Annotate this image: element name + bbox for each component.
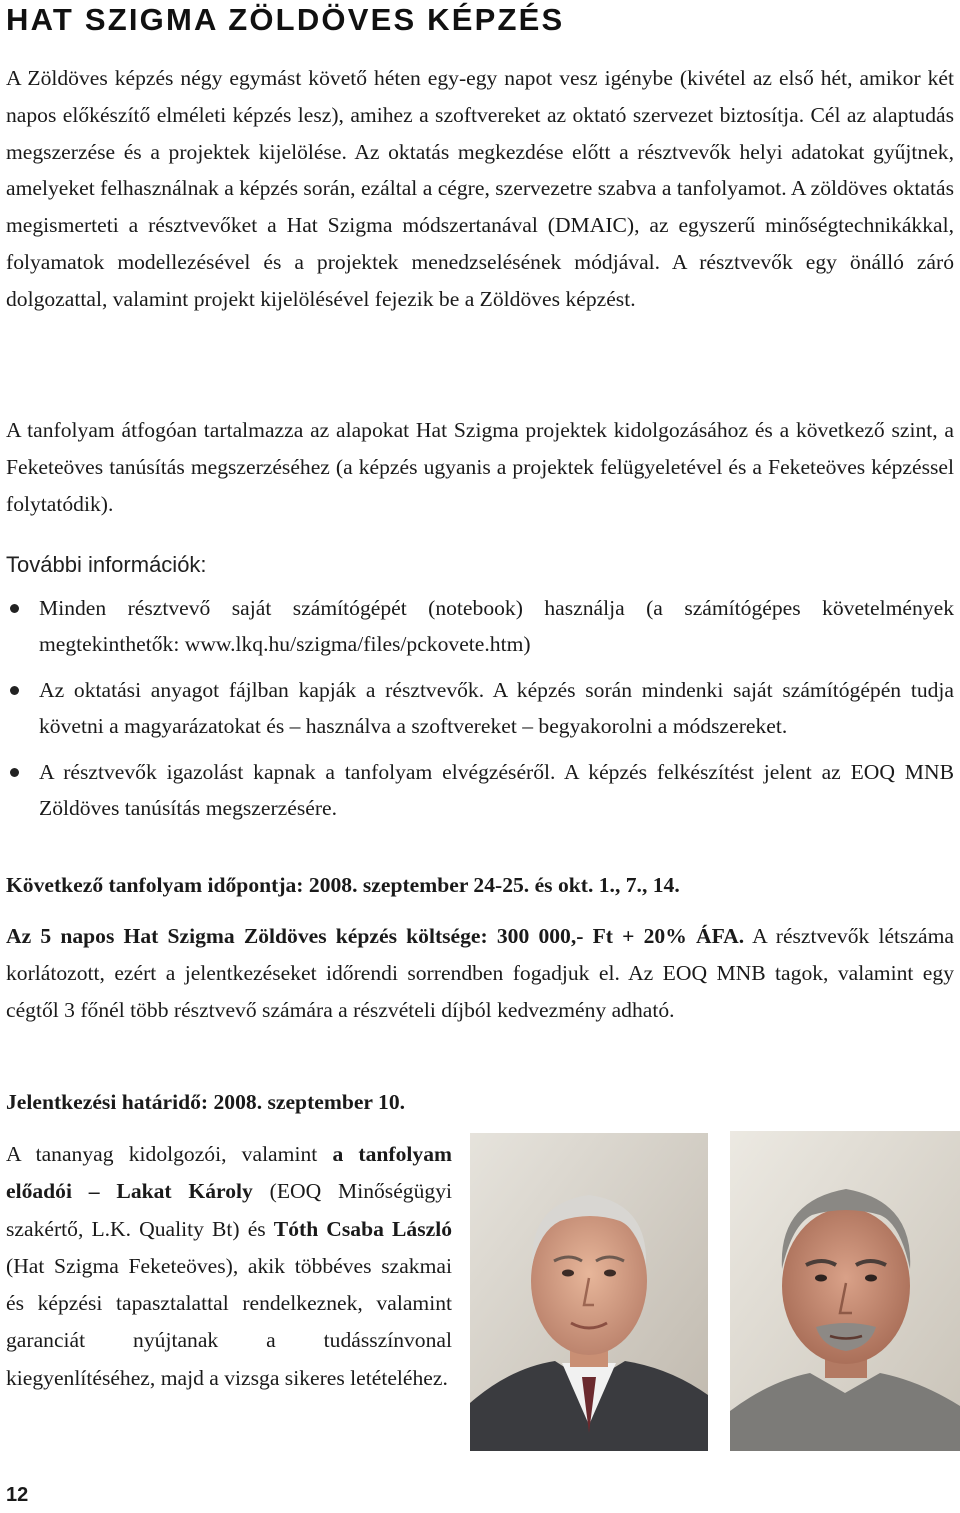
cost-details: A résztvevők létszáma korlátozott, ezért a jelentkezéseket időrendi sorrendben fogadjuk el. Az EOQ MNB tagok, valamint egy cégtől 3 főnél több résztvevő számára a részvételi díjból kedvezmény adható.	[6, 924, 954, 1022]
bullet-text: A résztvevők igazolást kapnak a tanfolyam elvégzéséről. A képzés felkészítést jelent az EOQ MNB Zöldöves tanúsítás megszerzésére.	[39, 760, 954, 820]
cost-highlight: Az 5 napos Hat Szigma Zöldöves képzés költsége: 300 000,- Ft + 20% ÁFA.	[6, 924, 745, 948]
info-bullet-list	[0, 590, 960, 836]
application-deadline: Jelentkezési határidő: 2008. szeptember 10.	[6, 1090, 406, 1114]
instructors-paragraph	[6, 1136, 452, 1397]
bullet-icon	[10, 686, 19, 695]
bullet-icon	[10, 768, 19, 777]
instructor-1-name: a tanfolyam előadói – Lakat Károly	[6, 1142, 452, 1204]
cost-paragraph	[6, 918, 954, 1028]
instructor-1-credentials: (EOQ Minőségügyi szakértő, L.K. Quality Bt) és	[6, 1179, 452, 1241]
page-title: HAT SZIGMA ZÖLDÖVES KÉPZÉS	[6, 2, 565, 37]
bullet-text: Az oktatási anyagot fájlban kapják a résztvevők. A képzés során mindenki saját számítógépén tudja követni a magyarázatokat és – használva a szoftvereket – begyakorolni a módszereket.	[39, 678, 954, 738]
instructor-2-name: Tóth Csaba László	[273, 1216, 452, 1241]
page-number: 12	[6, 1484, 29, 1506]
instructors-tail: (Hat Szigma Feketeöves), akik többéves szakmai és képzési tapasztalattal rendelkeznek, valamint garanciát nyújtanak a tudásszínvonal kiegyenlítéséhez, majd a vizsga sikeres letételéhez.	[6, 1253, 452, 1390]
intro-paragraph: A Zöldöves képzés négy egymást követő héten egy-egy napot vesz igénybe (kivétel az első hét, amikor két napos előkészítő elméleti képzés lesz), amihez a szoftvereket az oktató szervezet biztosítja. Cél az alaptudás megszerzése és a projektek kijelölése. Az oktatás megkezdése előtt a résztvevők helyi adatokat gyűjtnek, amelyeket felhasználnak a képzés során, ezáltal a cégre, szervezetre szabva a tanfolyamot. A zöldöves oktatás megismerteti a résztvevőket a Hat Szigma módszertanával (DMAIC), az egyszerű minőségtechnikákkal, folyamatok modellezésével és a projektek menedzselésének módjával. A résztvevők egy önálló záró dolgozattal, valamint projekt kijelölésével fejezik be a Zöldöves képzést.	[6, 66, 954, 311]
list-item	[0, 672, 954, 744]
bullet-icon	[10, 604, 19, 613]
instructors-lead-in: A tananyag kidolgozói, valamint	[6, 1142, 333, 1166]
instructor-2-photo	[730, 1131, 960, 1451]
further-info-heading: További információk:	[6, 552, 207, 577]
bullet-text: Minden résztvevő saját számítógépét (notebook) használja (a számítógépes követelmények megtekinthetők: www.lkq.hu/szigma/files/pckovete.htm)	[39, 596, 954, 656]
instructor-1-photo	[470, 1133, 708, 1451]
overview-paragraph: A tanfolyam átfogóan tartalmazza az alapokat Hat Szigma projektek kidolgozásához és a következő szint, a Feketeöves tanúsítás megszerzéséhez (a képzés ugyanis a projektek felügyeletével és a Feketeöves képzéssel folytatódik).	[6, 418, 954, 516]
list-item	[0, 754, 954, 826]
next-course-date: Következő tanfolyam időpontja: 2008. szeptember 24-25. és okt. 1., 7., 14.	[6, 873, 680, 897]
list-item	[0, 590, 954, 662]
